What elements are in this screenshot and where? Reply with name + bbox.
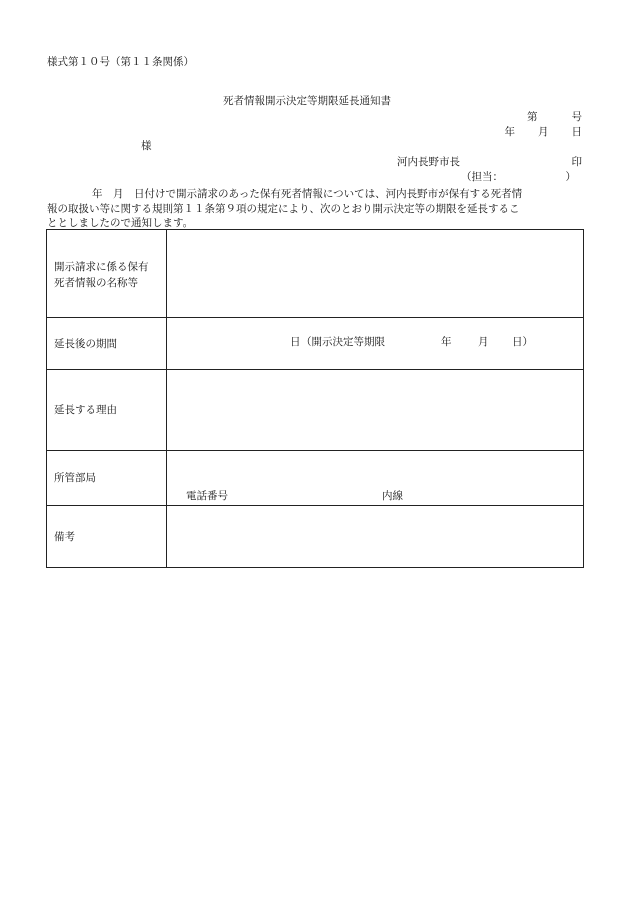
deadline-year: 年 (441, 336, 452, 348)
table-row-department (47, 450, 583, 505)
contact-close: ） (565, 171, 576, 183)
remarks-label: 備考 (54, 531, 75, 543)
info-name-label-line-1: 開示請求に係る保有 (54, 261, 149, 273)
date-day: 日 (571, 126, 582, 138)
contact-label: （担当： (461, 171, 503, 183)
notice-line-2: 報の取扱い等に関する規則第１１条第９項の規定により、次のとおり開示決定等の期限を延長するこ (47, 202, 520, 215)
info-name-label (54, 259, 149, 291)
table-row-remarks (47, 505, 583, 568)
addressee: 様 (141, 140, 152, 152)
reason-label: 延長する理由 (54, 404, 117, 416)
extended-days: 日 (290, 336, 301, 348)
deadline-day: 日） (512, 336, 533, 348)
extended-period-label: 延長後の期間 (54, 338, 117, 350)
extension-label: 内線 (382, 490, 403, 502)
phone-number-label: 電話番号 (186, 490, 228, 502)
number-suffix: 号 (571, 111, 582, 123)
deadline-month: 月 (478, 336, 489, 348)
issue-date-line (505, 127, 583, 138)
notice-line-3: ととしましたので通知します。 (47, 217, 194, 229)
department-label: 所管部局 (54, 472, 96, 484)
table-row-info-name (47, 230, 583, 317)
form-number: 様式第１０号（第１１条関係） (47, 56, 194, 68)
notice-table (46, 229, 584, 568)
table-row-reason (47, 369, 583, 450)
document-title: 死者情報開示決定等期限延長通知書 (223, 95, 391, 107)
document-number-line (527, 112, 582, 123)
info-name-label-line-2: 死者情報の名称等 (54, 277, 138, 289)
notice-body (47, 187, 583, 231)
sender-name: 河内長野市長 (397, 156, 460, 168)
date-year: 年 (504, 126, 515, 138)
deadline-label: （開示決定等期限 (301, 336, 385, 348)
table-row-extended-period (47, 317, 583, 369)
seal-mark: 印 (571, 156, 582, 168)
date-month: 月 (538, 126, 549, 138)
notice-line-1: 年 月 日付けで開示請求のあった保有死者情報については、河内長野市が保有する死者情 (92, 188, 523, 200)
number-prefix: 第 (527, 111, 538, 123)
